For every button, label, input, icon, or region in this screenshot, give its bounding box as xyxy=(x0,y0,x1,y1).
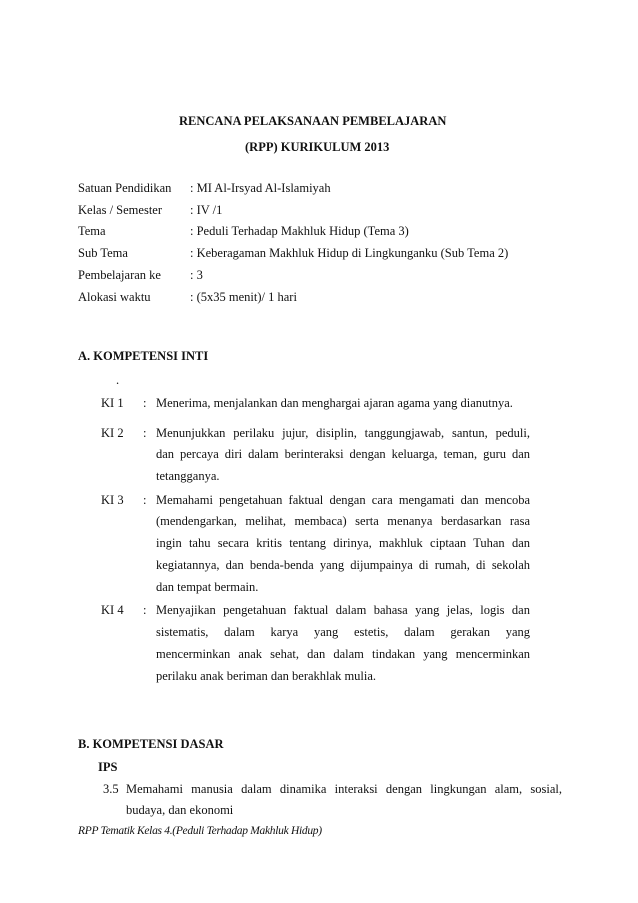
kd-text-line: budaya, dan ekonomi xyxy=(126,803,234,817)
ki-code: KI 2 xyxy=(101,426,124,440)
info-value: : Keberagaman Makhluk Hidup di Lingkunganku (Sub Tema 2) xyxy=(190,246,509,260)
info-row-satuan xyxy=(78,181,331,199)
ki-text-line: (mendengarkan, melihat, membaca) serta menanya berdasarkan rasa xyxy=(156,514,530,528)
info-label: Alokasi waktu xyxy=(78,290,151,304)
ki-colon: : xyxy=(143,426,147,440)
page-footer: RPP Tematik Kelas 4.(Peduli Terhadap Makhluk Hidup) xyxy=(78,825,322,837)
ki-text-line: Menerima, menjalankan dan menghargai ajaran agama yang dianutnya. xyxy=(156,396,513,410)
kd-code: 3.5 xyxy=(103,782,119,796)
section-b-heading: B. KOMPETENSI DASAR xyxy=(78,737,224,751)
info-row-subtema xyxy=(78,246,508,264)
info-label: Satuan Pendidikan xyxy=(78,181,172,195)
ki-colon: : xyxy=(143,396,147,410)
ki-colon: : xyxy=(143,493,147,507)
stray-dot: . xyxy=(116,373,120,387)
ki-code: KI 4 xyxy=(101,603,124,617)
ki-code: KI 1 xyxy=(101,396,124,410)
info-value: : Peduli Terhadap Makhluk Hidup (Tema 3) xyxy=(190,224,409,238)
ki-text-line: ingin tahu secara kritis tentang dirinya, makhluk ciptaan Tuhan dan xyxy=(156,536,530,550)
info-label: Sub Tema xyxy=(78,246,128,260)
document-subtitle: (RPP) KURIKULUM 2013 xyxy=(245,140,390,154)
ki-text-line: kegiatannya, dan benda-benda yang dijumpainya di rumah, di sekolah xyxy=(156,558,530,572)
ki-text-line: Memahami pengetahuan faktual dengan cara mengamati dan mencoba xyxy=(156,493,530,507)
ki-text-line: Menyajikan pengetahuan faktual dalam bahasa yang jelas, logis dan xyxy=(156,603,530,617)
info-label: Kelas / Semester xyxy=(78,203,163,217)
kd-text-line: Memahami manusia dalam dinamika interaksi dengan lingkungan alam, sosial, xyxy=(126,782,562,796)
info-value: : MI Al-Irsyad Al-Islamiyah xyxy=(190,181,331,195)
info-row-tema xyxy=(78,224,409,242)
info-row-kelas xyxy=(78,203,222,221)
ips-subheading: IPS xyxy=(98,760,118,774)
ki-text-line: perilaku anak beriman dan berakhlak mulia. xyxy=(156,669,377,683)
ki-text-line: tetangganya. xyxy=(156,469,220,483)
ki-code: KI 3 xyxy=(101,493,124,507)
info-label: Tema xyxy=(78,224,106,238)
section-a-heading: A. KOMPETENSI INTI xyxy=(78,349,209,363)
ki-text-line: Menunjukkan perilaku jujur, disiplin, tanggungjawab, santun, peduli, xyxy=(156,426,530,440)
info-value: : IV /1 xyxy=(190,203,223,217)
document-title: RENCANA PELAKSANAAN PEMBELAJARAN xyxy=(179,114,447,128)
ki-text-line: sistematis, dalam karya yang estetis, dalam gerakan yang xyxy=(156,625,530,639)
ki-text-line: mencerminkan anak sehat, dan dalam tindakan yang mencerminkan xyxy=(156,647,530,661)
info-value: : (5x35 menit)/ 1 hari xyxy=(190,290,297,304)
ki-text-line: dan tempat bermain. xyxy=(156,580,259,594)
info-row-alokasi xyxy=(78,290,297,308)
ki-text-line: dan percaya diri dalam berinteraksi dengan keluarga, teman, guru dan xyxy=(156,447,530,461)
info-value: : 3 xyxy=(190,268,203,282)
info-label: Pembelajaran ke xyxy=(78,268,161,282)
ki-colon: : xyxy=(143,603,147,617)
info-row-pembelajaran xyxy=(78,268,203,286)
